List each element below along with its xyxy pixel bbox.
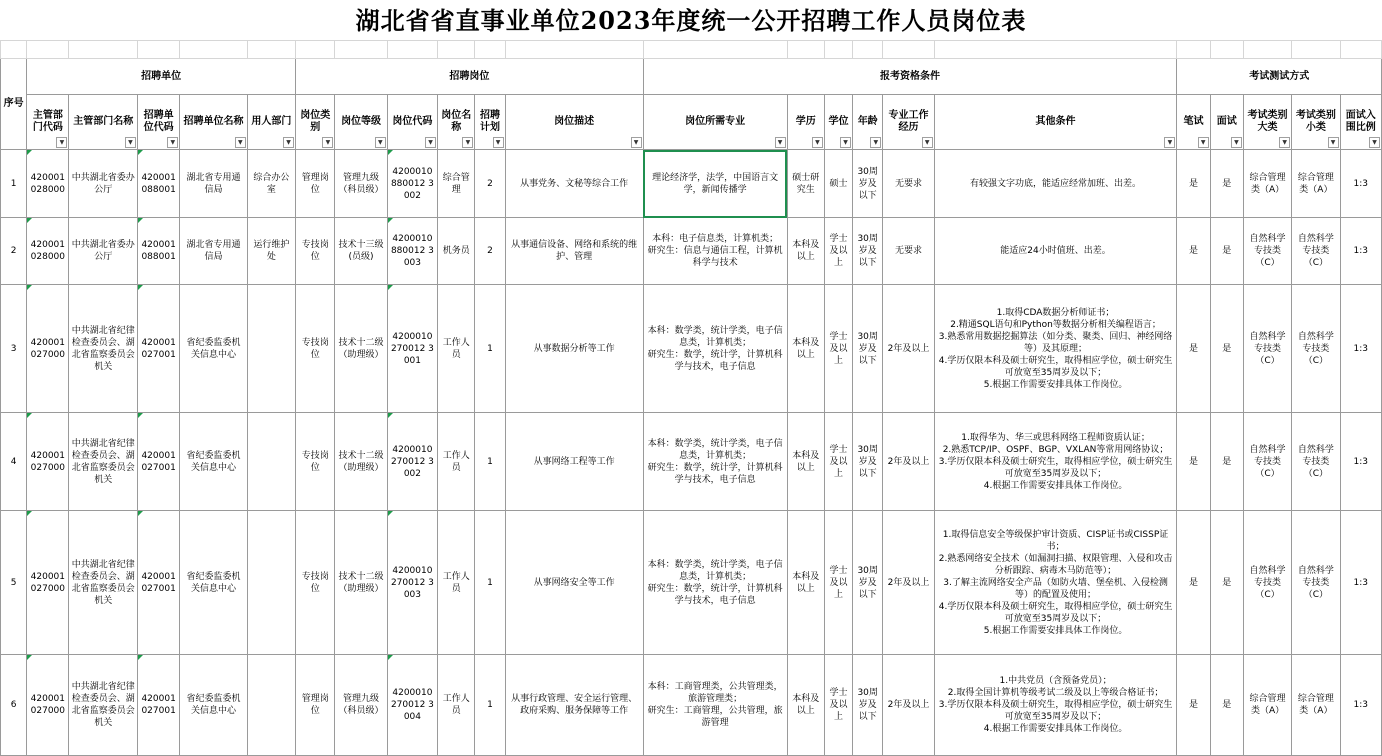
- cell-plan[interactable]: 1: [475, 413, 505, 511]
- header-other-conditions[interactable]: 其他条件 ▼: [934, 95, 1177, 150]
- cell-degree[interactable]: 学士及以上: [824, 655, 852, 756]
- cell-other[interactable]: 1.取得CDA数据分析师证书； 2.精通SQL语句和Python等数据分析相关编程语言； 3.熟悉常用数据挖掘算法（如分类、聚类、回归、神经网络等）及其原理； 4.学历仅限本科及硕士研究生，取得相应学位，硕士研究生可放宽至35周岁及以下； 5.根据工作需要安排具体工作岗位。: [934, 285, 1177, 413]
- column-header-row: [1, 95, 1382, 150]
- cell-dept-name[interactable]: 中共湖北省纪律检查委员会、湖北省监察委员会机关: [69, 285, 137, 413]
- cell-degree[interactable]: 学士及以上: [824, 285, 852, 413]
- cell-interview[interactable]: 是: [1210, 511, 1243, 655]
- cell-plan[interactable]: 1: [475, 655, 505, 756]
- cell-cat-minor[interactable]: 自然科学专技类（C）: [1292, 413, 1340, 511]
- cell-interview[interactable]: 是: [1210, 285, 1243, 413]
- cell-post-name[interactable]: 工作人员: [438, 511, 475, 655]
- filter-dropdown-icon[interactable]: ▼: [631, 137, 642, 148]
- cell-seq[interactable]: 5: [1, 511, 27, 655]
- header-category-major[interactable]: 考试类别大类 ▼: [1243, 95, 1291, 150]
- filter-dropdown-icon[interactable]: ▼: [1198, 137, 1209, 148]
- cell-plan[interactable]: 1: [475, 511, 505, 655]
- filter-dropdown-icon[interactable]: ▼: [1328, 137, 1339, 148]
- cell-dept-name[interactable]: 中共湖北省纪律检查委员会、湖北省监察委员会机关: [69, 655, 137, 756]
- cell-post-code[interactable]: 4200010880012 3003: [387, 218, 437, 285]
- cell-age[interactable]: 30周岁及以下: [853, 413, 883, 511]
- cell-unit-name[interactable]: 省纪委监委机关信息中心: [180, 413, 247, 511]
- cell-cat-minor[interactable]: 自然科学专技类（C）: [1292, 218, 1340, 285]
- cell-post-code[interactable]: 4200010270012 3002: [387, 413, 437, 511]
- header-interview[interactable]: 面试 ▼: [1210, 95, 1243, 150]
- header-education[interactable]: 学历 ▼: [787, 95, 824, 150]
- cell-age[interactable]: 30周岁及以下: [853, 655, 883, 756]
- cell-unit-code[interactable]: 420001027001: [137, 285, 179, 413]
- header-major[interactable]: 岗位所需专业 ▼: [643, 95, 787, 150]
- cell-age[interactable]: 30周岁及以下: [853, 150, 883, 218]
- cell-written[interactable]: 是: [1177, 150, 1210, 218]
- table-row[interactable]: [1, 413, 1382, 511]
- cell-work[interactable]: 2年及以上: [883, 285, 934, 413]
- cell-plan[interactable]: 1: [475, 285, 505, 413]
- filter-dropdown-icon[interactable]: ▼: [922, 137, 933, 148]
- cell-written[interactable]: 是: [1177, 413, 1210, 511]
- cell-cat-major[interactable]: 自然科学专技类（C）: [1243, 285, 1291, 413]
- cell-dept-code[interactable]: 420001028000: [27, 218, 69, 285]
- cell-cat-major[interactable]: 综合管理类（A）: [1243, 150, 1291, 218]
- cell-plan[interactable]: 2: [475, 150, 505, 218]
- table-row[interactable]: [1, 655, 1382, 756]
- cell-major[interactable]: 本科：数学类，统计学类，电子信息类，计算机类； 研究生：数学，统计学，计算机科学与技术，电子信息: [643, 511, 787, 655]
- cell-unit-name[interactable]: 省纪委监委机关信息中心: [180, 655, 247, 756]
- cell-edu[interactable]: 本科及以上: [787, 655, 824, 756]
- cell-desc[interactable]: 从事党务、文秘等综合工作: [505, 150, 643, 218]
- cell-edu[interactable]: 本科及以上: [787, 413, 824, 511]
- cell-use-dept[interactable]: [247, 511, 295, 655]
- cell-dept-code[interactable]: 420001027000: [27, 413, 69, 511]
- cell-dept-name[interactable]: 中共湖北省委办公厅: [69, 218, 137, 285]
- header-unit-name[interactable]: 招聘单位名称 ▼: [180, 95, 247, 150]
- header-post-name[interactable]: 岗位名称 ▼: [438, 95, 475, 150]
- header-post-type[interactable]: 岗位类别 ▼: [296, 95, 335, 150]
- header-work-experience[interactable]: 专业工作经历 ▼: [883, 95, 934, 150]
- group-exam: 考试测试方式: [1177, 59, 1382, 95]
- cell-major[interactable]: 本科：电子信息类，计算机类； 研究生：信息与通信工程，计算机科学与技术: [643, 218, 787, 285]
- cell-major[interactable]: 理论经济学，法学，中国语言文学，新闻传播学: [643, 150, 787, 218]
- filter-dropdown-icon[interactable]: ▼: [493, 137, 504, 148]
- cell-work[interactable]: 2年及以上: [883, 413, 934, 511]
- cell-ratio[interactable]: 1:3: [1340, 285, 1381, 413]
- cell-ratio[interactable]: 1:3: [1340, 218, 1381, 285]
- filter-dropdown-icon[interactable]: ▼: [1279, 137, 1290, 148]
- cell-unit-name[interactable]: 省纪委监委机关信息中心: [180, 285, 247, 413]
- cell-age[interactable]: 30周岁及以下: [853, 511, 883, 655]
- filter-dropdown-icon[interactable]: ▼: [812, 137, 823, 148]
- cell-ratio[interactable]: 1:3: [1340, 150, 1381, 218]
- cell-other[interactable]: 1.取得华为、华三或思科网络工程师资质认证； 2.熟悉TCP/IP、OSPF、BGP、VXLAN等常用网络协议； 3.学历仅限本科及硕士研究生，取得相应学位，硕士研究生可放宽至35周岁及以下； 4.根据工作需要安排具体工作岗位。: [934, 413, 1177, 511]
- cell-post-name[interactable]: 机务员: [438, 218, 475, 285]
- header-category-minor[interactable]: 考试类别小类 ▼: [1292, 95, 1340, 150]
- cell-post-type[interactable]: 专技岗位: [296, 413, 335, 511]
- group-conditions: 报考资格条件: [643, 59, 1177, 95]
- cell-use-dept[interactable]: [247, 285, 295, 413]
- cell-dept-code[interactable]: 420001027000: [27, 511, 69, 655]
- filter-dropdown-icon[interactable]: ▼: [775, 137, 786, 148]
- header-description[interactable]: 岗位描述 ▼: [505, 95, 643, 150]
- cell-use-dept[interactable]: 运行维护处: [247, 218, 295, 285]
- cell-major[interactable]: 本科：数学类，统计学类，电子信息类，计算机类； 研究生：数学，统计学，计算机科学与技术，电子信息: [643, 413, 787, 511]
- header-seq: 序号: [1, 59, 27, 150]
- cell-interview[interactable]: 是: [1210, 655, 1243, 756]
- cell-interview[interactable]: 是: [1210, 218, 1243, 285]
- cell-cat-major[interactable]: 综合管理类（A）: [1243, 655, 1291, 756]
- cell-post-type[interactable]: 专技岗位: [296, 218, 335, 285]
- cell-post-type[interactable]: 专技岗位: [296, 285, 335, 413]
- cell-post-code[interactable]: 4200010270012 3001: [387, 285, 437, 413]
- cell-ratio[interactable]: 1:3: [1340, 655, 1381, 756]
- cell-written[interactable]: 是: [1177, 285, 1210, 413]
- cell-degree[interactable]: 学士及以上: [824, 413, 852, 511]
- header-plan[interactable]: 招聘计划 ▼: [475, 95, 505, 150]
- filter-dropdown-icon[interactable]: ▼: [56, 137, 67, 148]
- filter-dropdown-icon[interactable]: ▼: [283, 137, 294, 148]
- cell-age[interactable]: 30周岁及以下: [853, 285, 883, 413]
- cell-seq[interactable]: 4: [1, 413, 27, 511]
- cell-post-name[interactable]: 工作人员: [438, 413, 475, 511]
- header-dept-name[interactable]: 主管部门名称 ▼: [69, 95, 137, 150]
- header-interview-ratio[interactable]: 面试入围比例 ▼: [1340, 95, 1381, 150]
- table-row[interactable]: [1, 285, 1382, 413]
- cell-degree[interactable]: 学士及以上: [824, 218, 852, 285]
- filter-dropdown-icon[interactable]: ▼: [125, 137, 136, 148]
- table-row[interactable]: [1, 218, 1382, 285]
- cell-post-type[interactable]: 管理岗位: [296, 150, 335, 218]
- cell-edu[interactable]: 硕士研究生: [787, 150, 824, 218]
- cell-dept-name[interactable]: 中共湖北省纪律检查委员会、湖北省监察委员会机关: [69, 511, 137, 655]
- filter-dropdown-icon[interactable]: ▼: [167, 137, 178, 148]
- cell-written[interactable]: 是: [1177, 655, 1210, 756]
- cell-cat-major[interactable]: 自然科学专技类（C）: [1243, 413, 1291, 511]
- table-row[interactable]: [1, 511, 1382, 655]
- filter-dropdown-icon[interactable]: ▼: [322, 137, 333, 148]
- filter-dropdown-icon[interactable]: ▼: [1231, 137, 1242, 148]
- cell-desc[interactable]: 从事数据分析等工作: [505, 285, 643, 413]
- group-header-row: [1, 59, 1382, 95]
- cell-ratio[interactable]: 1:3: [1340, 413, 1381, 511]
- cell-post-level[interactable]: 技术十二级（助理级）: [335, 413, 387, 511]
- cell-unit-code[interactable]: 420001027001: [137, 655, 179, 756]
- cell-plan[interactable]: 2: [475, 218, 505, 285]
- cell-use-dept[interactable]: [247, 655, 295, 756]
- header-age[interactable]: 年龄 ▼: [853, 95, 883, 150]
- cell-ratio[interactable]: 1:3: [1340, 511, 1381, 655]
- filter-dropdown-icon[interactable]: ▼: [870, 137, 881, 148]
- sheet-title: 湖北省省直事业单位2023年度统一公开招聘工作人员岗位表: [355, 6, 1027, 35]
- cell-other[interactable]: 1.中共党员（含预备党员）； 2.取得全国计算机等级考试二级及以上等级合格证书； 3.学历仅限本科及硕士研究生，取得相应学位，硕士研究生可放宽至35周岁及以下； 4.根据工作需要安排具体工作岗位。: [934, 655, 1177, 756]
- cell-work[interactable]: 无要求: [883, 218, 934, 285]
- cell-major[interactable]: 本科：数学类，统计学类，电子信息类，计算机类； 研究生：数学，统计学，计算机科学与技术，电子信息: [643, 285, 787, 413]
- header-degree[interactable]: 学位 ▼: [824, 95, 852, 150]
- cell-seq[interactable]: 3: [1, 285, 27, 413]
- cell-desc[interactable]: 从事网络工程等工作: [505, 413, 643, 511]
- cell-post-level[interactable]: 管理九级（科员级）: [335, 655, 387, 756]
- cell-degree[interactable]: 学士及以上: [824, 511, 852, 655]
- filter-dropdown-icon[interactable]: ▼: [1369, 137, 1380, 148]
- header-use-dept[interactable]: 用人部门 ▼: [247, 95, 295, 150]
- cell-unit-code[interactable]: 420001088001: [137, 218, 179, 285]
- table-row[interactable]: [1, 150, 1382, 218]
- cell-edu[interactable]: 本科及以上: [787, 218, 824, 285]
- cell-post-level[interactable]: 管理九级（科员级）: [335, 150, 387, 218]
- cell-dept-name[interactable]: 中共湖北省纪律检查委员会、湖北省监察委员会机关: [69, 413, 137, 511]
- cell-post-type[interactable]: 管理岗位: [296, 655, 335, 756]
- cell-seq[interactable]: 2: [1, 218, 27, 285]
- cell-dept-name[interactable]: 中共湖北省委办公厅: [69, 150, 137, 218]
- cell-post-level[interactable]: 技术十三级(员级): [335, 218, 387, 285]
- cell-post-code[interactable]: 4200010880012 3002: [387, 150, 437, 218]
- blank-row: [1, 41, 1382, 59]
- cell-seq[interactable]: 6: [1, 655, 27, 756]
- cell-use-dept[interactable]: [247, 413, 295, 511]
- header-post-code[interactable]: 岗位代码 ▼: [387, 95, 437, 150]
- filter-dropdown-icon[interactable]: ▼: [375, 137, 386, 148]
- cell-cat-major[interactable]: 自然科学专技类（C）: [1243, 511, 1291, 655]
- cell-dept-code[interactable]: 420001027000: [27, 655, 69, 756]
- cell-dept-code[interactable]: 420001027000: [27, 285, 69, 413]
- cell-work[interactable]: 2年及以上: [883, 655, 934, 756]
- cell-dept-code[interactable]: 420001028000: [27, 150, 69, 218]
- cell-unit-name[interactable]: 湖北省专用通信局: [180, 150, 247, 218]
- cell-work[interactable]: 2年及以上: [883, 511, 934, 655]
- header-post-level[interactable]: 岗位等级 ▼: [335, 95, 387, 150]
- header-written-exam[interactable]: 笔试 ▼: [1177, 95, 1210, 150]
- cell-cat-minor[interactable]: 综合管理类（A）: [1292, 150, 1340, 218]
- cell-desc[interactable]: 从事网络安全等工作: [505, 511, 643, 655]
- cell-major[interactable]: 本科：工商管理类，公共管理类，旅游管理类； 研究生：工商管理，公共管理，旅游管理: [643, 655, 787, 756]
- cell-seq[interactable]: 1: [1, 150, 27, 218]
- cell-post-type[interactable]: 专技岗位: [296, 511, 335, 655]
- cell-post-name[interactable]: 综合管理: [438, 150, 475, 218]
- cell-interview[interactable]: 是: [1210, 413, 1243, 511]
- group-unit: 招聘单位: [27, 59, 296, 95]
- header-dept-code[interactable]: 主管部门代码 ▼: [27, 95, 69, 150]
- cell-unit-name[interactable]: 省纪委监委机关信息中心: [180, 511, 247, 655]
- cell-edu[interactable]: 本科及以上: [787, 511, 824, 655]
- cell-other[interactable]: 能适应24小时值班、出差。: [934, 218, 1177, 285]
- cell-written[interactable]: 是: [1177, 218, 1210, 285]
- cell-post-level[interactable]: 技术十二级（助理级）: [335, 511, 387, 655]
- group-post: 招聘岗位: [296, 59, 643, 95]
- job-table: [0, 40, 1382, 756]
- filter-dropdown-icon[interactable]: ▼: [840, 137, 851, 148]
- cell-written[interactable]: 是: [1177, 511, 1210, 655]
- cell-unit-code[interactable]: 420001088001: [137, 150, 179, 218]
- filter-dropdown-icon[interactable]: ▼: [425, 137, 436, 148]
- cell-cat-minor[interactable]: 自然科学专技类（C）: [1292, 285, 1340, 413]
- filter-dropdown-icon[interactable]: ▼: [462, 137, 473, 148]
- cell-post-name[interactable]: 工作人员: [438, 285, 475, 413]
- cell-post-level[interactable]: 技术十二级（助理级）: [335, 285, 387, 413]
- filter-dropdown-icon[interactable]: ▼: [235, 137, 246, 148]
- cell-post-code[interactable]: 4200010270012 3004: [387, 655, 437, 756]
- cell-age[interactable]: 30周岁及以下: [853, 218, 883, 285]
- cell-unit-code[interactable]: 420001027001: [137, 413, 179, 511]
- cell-post-code[interactable]: 4200010270012 3003: [387, 511, 437, 655]
- cell-cat-minor[interactable]: 综合管理类（A）: [1292, 655, 1340, 756]
- cell-work[interactable]: 无要求: [883, 150, 934, 218]
- cell-cat-major[interactable]: 自然科学专技类（C）: [1243, 218, 1291, 285]
- cell-cat-minor[interactable]: 自然科学专技类（C）: [1292, 511, 1340, 655]
- cell-desc[interactable]: 从事行政管理、安全运行管理、政府采购、服务保障等工作: [505, 655, 643, 756]
- header-unit-code[interactable]: 招聘单位代码 ▼: [137, 95, 179, 150]
- cell-desc[interactable]: 从事通信设备、网络和系统的维护、管理: [505, 218, 643, 285]
- filter-dropdown-icon[interactable]: ▼: [1164, 137, 1175, 148]
- cell-interview[interactable]: 是: [1210, 150, 1243, 218]
- cell-use-dept[interactable]: 综合办公室: [247, 150, 295, 218]
- cell-other[interactable]: 1.取得信息安全等级保护审计资质、CISP证书或CISSP证书； 2.熟悉网络安全技术（如漏洞扫描、权限管理、入侵和攻击分析跟踪、病毒木马防范等）； 3.了解主流网络安全产品（如防火墙、堡垒机、入侵检测等）的配置及使用； 4.学历仅限本科及硕士研究生，取得相应学位，硕士研究生可放宽至35周岁及以下； 5.根据工作需要安排具体工作岗位。: [934, 511, 1177, 655]
- cell-other[interactable]: 有较强文字功底，能适应经常加班、出差。: [934, 150, 1177, 218]
- cell-unit-name[interactable]: 湖北省专用通信局: [180, 218, 247, 285]
- cell-edu[interactable]: 本科及以上: [787, 285, 824, 413]
- cell-post-name[interactable]: 工作人员: [438, 655, 475, 756]
- cell-unit-code[interactable]: 420001027001: [137, 511, 179, 655]
- cell-degree[interactable]: 硕士: [824, 150, 852, 218]
